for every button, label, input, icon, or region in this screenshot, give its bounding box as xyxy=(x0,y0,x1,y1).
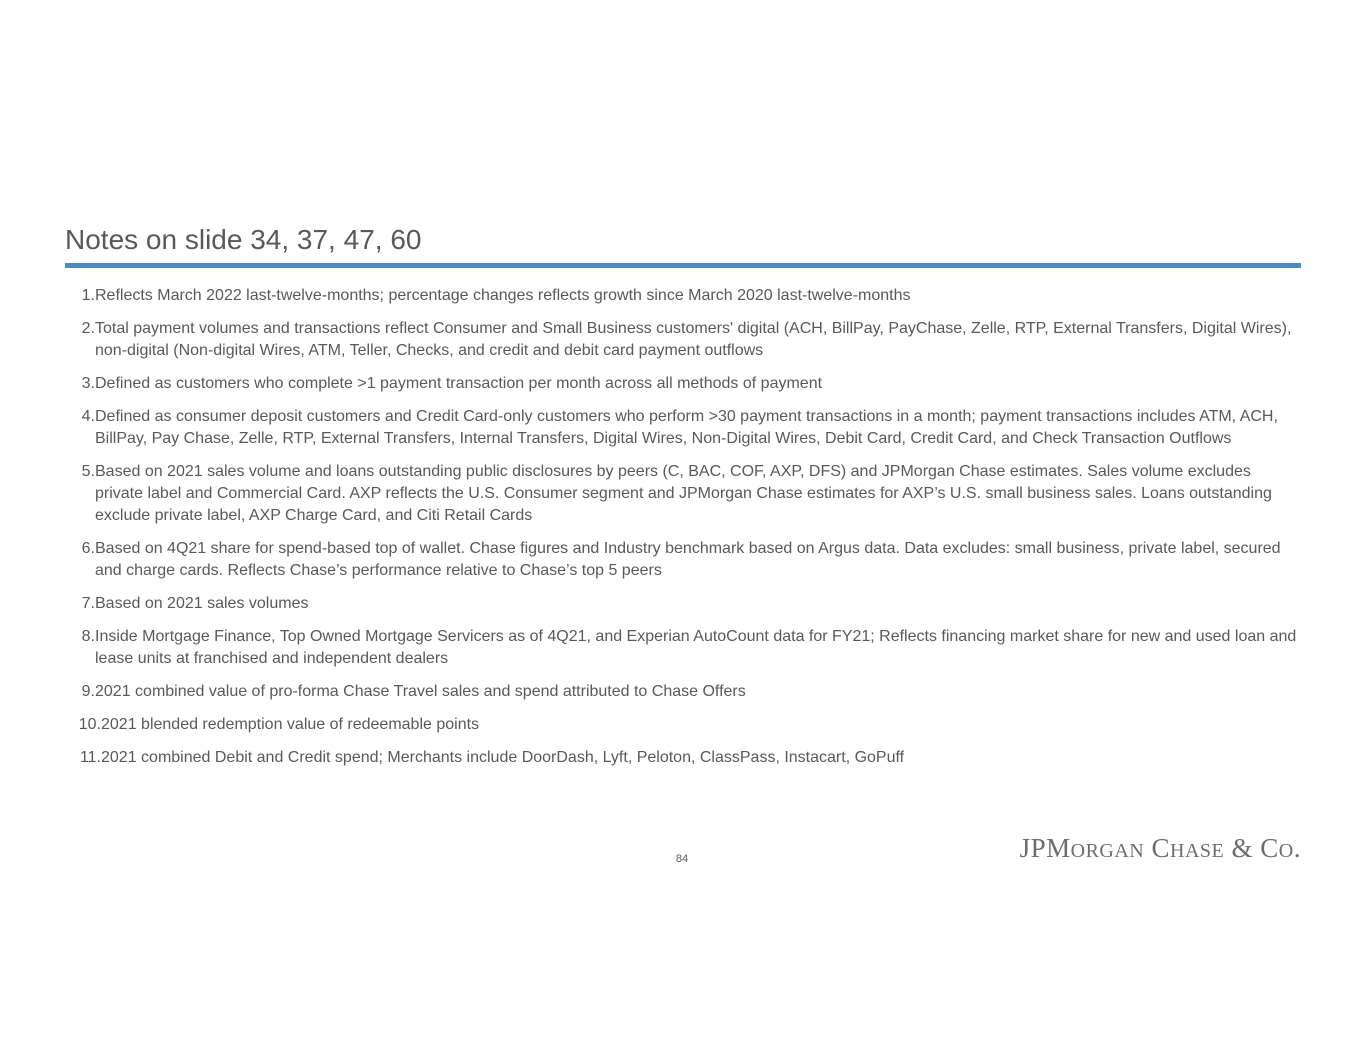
slide-title: Notes on slide 34, 37, 47, 60 xyxy=(65,224,422,255)
note-item xyxy=(65,626,1301,670)
note-number: 5. xyxy=(81,463,95,480)
note-text: 2021 combined value of pro-forma Chase Travel sales and spend attributed to Chase Offers xyxy=(95,683,746,700)
note-text: Based on 2021 sales volume and loans outstanding public disclosures by peers (C, BAC, COF, AXP, DFS) and JPMorgan Chase estimates. Sales volume excludes private label and Commercial Card. AXP reflects the U.S. Consumer segment and JPMorgan Chase estimates for AXP’s U.S. small business sales. Loans outstanding exclude private label, AXP Charge Card, and Citi Retail Cards xyxy=(95,463,1272,524)
note-number: 7. xyxy=(81,595,95,612)
note-text: 2021 blended redemption value of redeemable points xyxy=(101,716,480,733)
note-number: 2. xyxy=(81,320,95,337)
note-number: 9. xyxy=(81,683,95,700)
note-number: 4. xyxy=(81,408,95,425)
note-item xyxy=(65,681,1301,703)
note-item xyxy=(65,373,1301,395)
page-number: 84 xyxy=(675,853,689,865)
note-text: Inside Mortgage Finance, Top Owned Mortgage Servicers as of 4Q21, and Experian AutoCount data for FY21; Reflects financing market share for new and used loan and lease units at franchised and independent dealers xyxy=(95,628,1297,667)
note-number: 8. xyxy=(81,628,95,645)
notes-list xyxy=(65,285,1301,780)
note-item xyxy=(65,747,1301,769)
note-item xyxy=(65,318,1301,362)
note-text: Total payment volumes and transactions reflect Consumer and Small Business customers' digital (ACH, BillPay, PayChase, Zelle, RTP, External Transfers, Digital Wires), non-digital (Non-digital Wires, ATM, Teller, Checks, and credit and debit card payment outflows xyxy=(95,320,1292,359)
note-text: Based on 2021 sales volumes xyxy=(95,595,309,612)
note-item xyxy=(65,714,1301,736)
note-text: Defined as customers who complete >1 payment transaction per month across all methods of payment xyxy=(95,375,823,392)
note-number: 10. xyxy=(78,716,101,733)
note-text: Defined as consumer deposit customers and Credit Card-only customers who perform >30 payment transactions in a month; payment transactions includes ATM, ACH, BillPay, Pay Chase, Zelle, RTP, External Transfers, Internal Transfers, Digital Wires, Non-Digital Wires, Debit Card, Credit Card, and Check Transaction Outflows xyxy=(95,408,1278,447)
note-number: 11. xyxy=(79,749,101,766)
jpmorgan-chase-logo xyxy=(1020,833,1301,864)
title-divider xyxy=(65,263,1301,268)
note-item xyxy=(65,285,1301,307)
note-number: 6. xyxy=(81,540,95,557)
logo-text: JPMORGAN CHASE & CO. xyxy=(1019,833,1301,863)
note-item xyxy=(65,593,1301,615)
note-number: 1. xyxy=(81,287,95,304)
note-text: Reflects March 2022 last-twelve-months; percentage changes reflects growth since March 2020 last-twelve-months xyxy=(95,287,911,304)
note-number: 3. xyxy=(81,375,95,392)
note-item xyxy=(65,538,1301,582)
note-text: 2021 combined Debit and Credit spend; Merchants include DoorDash, Lyft, Peloton, ClassPass, Instacart, GoPuff xyxy=(101,749,905,766)
note-item xyxy=(65,461,1301,527)
note-item xyxy=(65,406,1301,450)
note-text: Based on 4Q21 share for spend-based top of wallet. Chase figures and Industry benchmark based on Argus data. Data excludes: small business, private label, secured and charge cards. Reflects Chase’s performance relative to Chase’s top 5 peers xyxy=(95,540,1281,579)
